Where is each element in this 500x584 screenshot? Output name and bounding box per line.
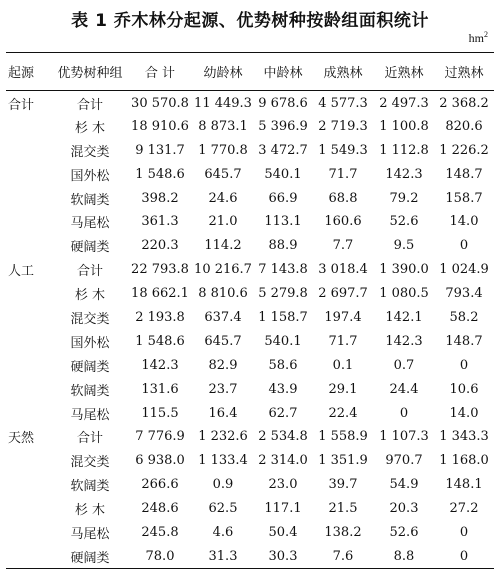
table-row xyxy=(6,521,494,545)
cell-origin xyxy=(6,282,52,306)
header-over-mature: 过熟林 xyxy=(444,66,484,81)
cell-origin xyxy=(6,377,52,401)
cell-origin xyxy=(6,401,52,425)
cell-origin xyxy=(6,473,52,497)
cell-origin xyxy=(6,329,52,353)
cell-origin xyxy=(6,521,52,545)
cell-mature: 7.7 xyxy=(332,238,354,254)
header-near-mature: 近熟林 xyxy=(384,66,424,81)
cell-species: 硬阔类 xyxy=(70,550,110,566)
cell-origin xyxy=(6,306,52,330)
cell-mature: 1 351.9 xyxy=(318,453,368,469)
cell-mature: 3 018.4 xyxy=(318,262,368,278)
cell-over-mature: 1 024.9 xyxy=(439,262,489,278)
cell-over-mature: 0 xyxy=(459,357,469,373)
cell-mature: 2 719.3 xyxy=(318,118,368,134)
cell-total: 266.6 xyxy=(141,477,179,493)
cell-middle: 43.9 xyxy=(268,381,298,397)
cell-mature: 71.7 xyxy=(328,166,358,182)
cell-young: 16.4 xyxy=(208,405,238,421)
cell-mature: 22.4 xyxy=(328,405,358,421)
cell-total: 18 662.1 xyxy=(131,286,189,302)
cell-total: 1 548.6 xyxy=(135,333,185,349)
cell-near-mature: 20.3 xyxy=(389,501,419,517)
cell-over-mature: 0 xyxy=(459,524,469,540)
cell-near-mature: 142.3 xyxy=(385,333,423,349)
cell-young: 114.2 xyxy=(204,238,242,254)
cell-young: 62.5 xyxy=(208,501,238,517)
cell-total: 30 570.8 xyxy=(131,96,189,112)
cell-middle: 9 678.6 xyxy=(258,96,308,112)
cell-near-mature: 0.7 xyxy=(393,357,415,373)
cell-near-mature: 8.8 xyxy=(393,548,415,564)
cell-middle: 23.0 xyxy=(268,477,298,493)
table-row xyxy=(6,186,494,210)
cell-mature: 7.6 xyxy=(332,548,354,564)
cell-mature: 68.8 xyxy=(328,190,358,206)
cell-total: 7 776.9 xyxy=(135,429,185,445)
cell-total: 18 910.6 xyxy=(131,118,189,134)
unit-label xyxy=(469,30,488,46)
cell-mature: 71.7 xyxy=(328,333,358,349)
cell-origin: 天然 xyxy=(8,431,35,447)
cell-origin xyxy=(6,449,52,473)
table-row xyxy=(6,162,494,186)
table-row xyxy=(6,138,494,162)
cell-total: 9 131.7 xyxy=(135,142,185,158)
cell-total: 78.0 xyxy=(145,548,175,564)
cell-origin xyxy=(6,162,52,186)
cell-mature: 197.4 xyxy=(324,309,362,325)
cell-middle: 117.1 xyxy=(264,501,302,517)
cell-over-mature: 148.7 xyxy=(445,166,483,182)
cell-middle: 113.1 xyxy=(264,214,302,230)
table-row xyxy=(6,210,494,234)
cell-total: 131.6 xyxy=(141,381,179,397)
cell-middle: 7 143.8 xyxy=(258,262,308,278)
cell-species: 软阔类 xyxy=(70,383,110,399)
cell-middle: 1 158.7 xyxy=(258,309,308,325)
table-row xyxy=(6,353,494,377)
cell-species: 软阔类 xyxy=(70,192,110,208)
cell-mature: 160.6 xyxy=(324,214,362,230)
cell-young: 645.7 xyxy=(204,333,242,349)
table-row xyxy=(6,497,494,521)
cell-over-mature: 793.4 xyxy=(445,286,483,302)
cell-over-mature: 10.6 xyxy=(449,381,479,397)
cell-young: 31.3 xyxy=(208,548,238,564)
cell-species: 软阔类 xyxy=(70,479,110,495)
table-row xyxy=(6,306,494,330)
cell-total: 22 793.8 xyxy=(131,262,189,278)
table-row xyxy=(6,91,494,115)
area-statistics-table xyxy=(6,52,494,569)
cell-young: 1 133.4 xyxy=(198,453,248,469)
cell-mature: 21.5 xyxy=(328,501,358,517)
cell-young: 82.9 xyxy=(208,357,238,373)
cell-total: 245.8 xyxy=(141,524,179,540)
cell-total: 220.3 xyxy=(141,238,179,254)
cell-origin xyxy=(6,544,52,568)
cell-over-mature: 27.2 xyxy=(449,501,479,517)
cell-middle: 50.4 xyxy=(268,524,298,540)
cell-middle: 58.6 xyxy=(268,357,298,373)
cell-origin xyxy=(6,114,52,138)
cell-total: 115.5 xyxy=(141,405,179,421)
cell-near-mature: 1 080.5 xyxy=(379,286,429,302)
cell-species: 马尾松 xyxy=(70,407,110,423)
cell-mature: 4 577.3 xyxy=(318,96,368,112)
cell-middle: 30.3 xyxy=(268,548,298,564)
cell-origin xyxy=(6,353,52,377)
table-row xyxy=(6,234,494,258)
cell-middle: 540.1 xyxy=(264,166,302,182)
cell-near-mature: 1 100.8 xyxy=(379,118,429,134)
header-species: 优势树种组 xyxy=(57,66,123,81)
unit-superscript: 2 xyxy=(484,30,488,39)
cell-young: 637.4 xyxy=(204,309,242,325)
cell-species: 硬阔类 xyxy=(70,240,110,256)
cell-origin xyxy=(6,234,52,258)
table-row xyxy=(6,473,494,497)
header-young: 幼龄林 xyxy=(203,66,243,81)
cell-middle: 88.9 xyxy=(268,238,298,254)
cell-species: 混交类 xyxy=(70,144,110,160)
cell-middle: 5 279.8 xyxy=(258,286,308,302)
cell-near-mature: 142.1 xyxy=(385,309,423,325)
cell-over-mature: 1 168.0 xyxy=(439,453,489,469)
cell-middle: 3 472.7 xyxy=(258,142,308,158)
cell-mature: 0.1 xyxy=(332,357,354,373)
cell-over-mature: 14.0 xyxy=(449,214,479,230)
cell-mature: 138.2 xyxy=(324,524,362,540)
cell-origin: 人工 xyxy=(8,264,35,280)
cell-mature: 2 697.7 xyxy=(318,286,368,302)
cell-middle: 2 314.0 xyxy=(258,453,308,469)
table-row xyxy=(6,114,494,138)
cell-over-mature: 0 xyxy=(459,238,469,254)
cell-young: 23.7 xyxy=(208,381,238,397)
cell-near-mature: 0 xyxy=(399,405,409,421)
table-row xyxy=(6,425,494,449)
cell-origin xyxy=(6,497,52,521)
table-row xyxy=(6,377,494,401)
cell-over-mature: 14.0 xyxy=(449,405,479,421)
cell-middle: 540.1 xyxy=(264,333,302,349)
cell-species: 杉 木 xyxy=(74,120,106,136)
header-total: 合 计 xyxy=(144,66,176,81)
cell-near-mature: 9.5 xyxy=(393,238,415,254)
cell-species: 国外松 xyxy=(70,168,110,184)
cell-young: 10 216.7 xyxy=(194,262,252,278)
cell-total: 398.2 xyxy=(141,190,179,206)
cell-young: 8 810.6 xyxy=(198,286,248,302)
cell-over-mature: 58.2 xyxy=(449,309,479,325)
cell-species: 混交类 xyxy=(70,311,110,327)
cell-total: 248.6 xyxy=(141,501,179,517)
cell-middle: 62.7 xyxy=(268,405,298,421)
cell-near-mature: 54.9 xyxy=(389,477,419,493)
cell-young: 11 449.3 xyxy=(194,96,252,112)
cell-over-mature: 148.1 xyxy=(445,477,483,493)
table-row xyxy=(6,449,494,473)
table-body xyxy=(6,91,494,569)
cell-total: 1 548.6 xyxy=(135,166,185,182)
cell-species: 合计 xyxy=(76,264,103,280)
cell-origin: 合计 xyxy=(8,98,35,114)
cell-near-mature: 2 497.3 xyxy=(379,96,429,112)
cell-over-mature: 820.6 xyxy=(445,118,483,134)
cell-young: 24.6 xyxy=(208,190,238,206)
cell-near-mature: 52.6 xyxy=(389,524,419,540)
cell-origin xyxy=(6,138,52,162)
cell-mature: 29.1 xyxy=(328,381,358,397)
table-row xyxy=(6,329,494,353)
cell-over-mature: 0 xyxy=(459,548,469,564)
cell-young: 21.0 xyxy=(208,214,238,230)
cell-middle: 2 534.8 xyxy=(258,429,308,445)
cell-young: 8 873.1 xyxy=(198,118,248,134)
cell-species: 杉 木 xyxy=(74,503,106,519)
cell-over-mature: 2 368.2 xyxy=(439,96,489,112)
cell-young: 1 232.6 xyxy=(198,429,248,445)
table-title: 表 1 乔木林分起源、优势树种按龄组面积统计 xyxy=(71,11,429,31)
cell-total: 361.3 xyxy=(141,214,179,230)
cell-near-mature: 52.6 xyxy=(389,214,419,230)
cell-near-mature: 79.2 xyxy=(389,190,419,206)
cell-over-mature: 1 226.2 xyxy=(439,142,489,158)
cell-total: 2 193.8 xyxy=(135,309,185,325)
cell-species: 马尾松 xyxy=(70,526,110,542)
cell-origin xyxy=(6,186,52,210)
cell-over-mature: 148.7 xyxy=(445,333,483,349)
table-row xyxy=(6,282,494,306)
cell-mature: 1 549.3 xyxy=(318,142,368,158)
cell-young: 4.6 xyxy=(212,524,234,540)
cell-mature: 39.7 xyxy=(328,477,358,493)
cell-middle: 5 396.9 xyxy=(258,118,308,134)
cell-species: 混交类 xyxy=(70,455,110,471)
header-origin: 起源 xyxy=(8,66,35,81)
cell-over-mature: 1 343.3 xyxy=(439,429,489,445)
cell-near-mature: 1 112.8 xyxy=(379,142,429,158)
cell-total: 142.3 xyxy=(141,357,179,373)
header-middle: 中龄林 xyxy=(263,66,303,81)
table-row xyxy=(6,258,494,282)
cell-over-mature: 158.7 xyxy=(445,190,483,206)
cell-species: 合计 xyxy=(76,98,103,114)
cell-young: 0.9 xyxy=(212,477,234,493)
cell-young: 1 770.8 xyxy=(198,142,248,158)
cell-species: 合计 xyxy=(76,431,103,447)
cell-near-mature: 142.3 xyxy=(385,166,423,182)
cell-mature: 1 558.9 xyxy=(318,429,368,445)
cell-species: 马尾松 xyxy=(70,216,110,232)
cell-near-mature: 1 107.3 xyxy=(379,429,429,445)
cell-species: 硬阔类 xyxy=(70,359,110,375)
unit-text: hm xyxy=(468,31,484,45)
cell-origin xyxy=(6,210,52,234)
cell-species: 国外松 xyxy=(70,335,110,351)
cell-total: 6 938.0 xyxy=(135,453,185,469)
header-row xyxy=(6,53,494,91)
cell-middle: 66.9 xyxy=(268,190,298,206)
cell-near-mature: 1 390.0 xyxy=(379,262,429,278)
header-mature: 成熟林 xyxy=(323,66,363,81)
cell-species: 杉 木 xyxy=(74,288,106,304)
cell-near-mature: 24.4 xyxy=(389,381,419,397)
cell-young: 645.7 xyxy=(204,166,242,182)
table-row xyxy=(6,544,494,568)
cell-near-mature: 970.7 xyxy=(385,453,423,469)
table-row xyxy=(6,401,494,425)
